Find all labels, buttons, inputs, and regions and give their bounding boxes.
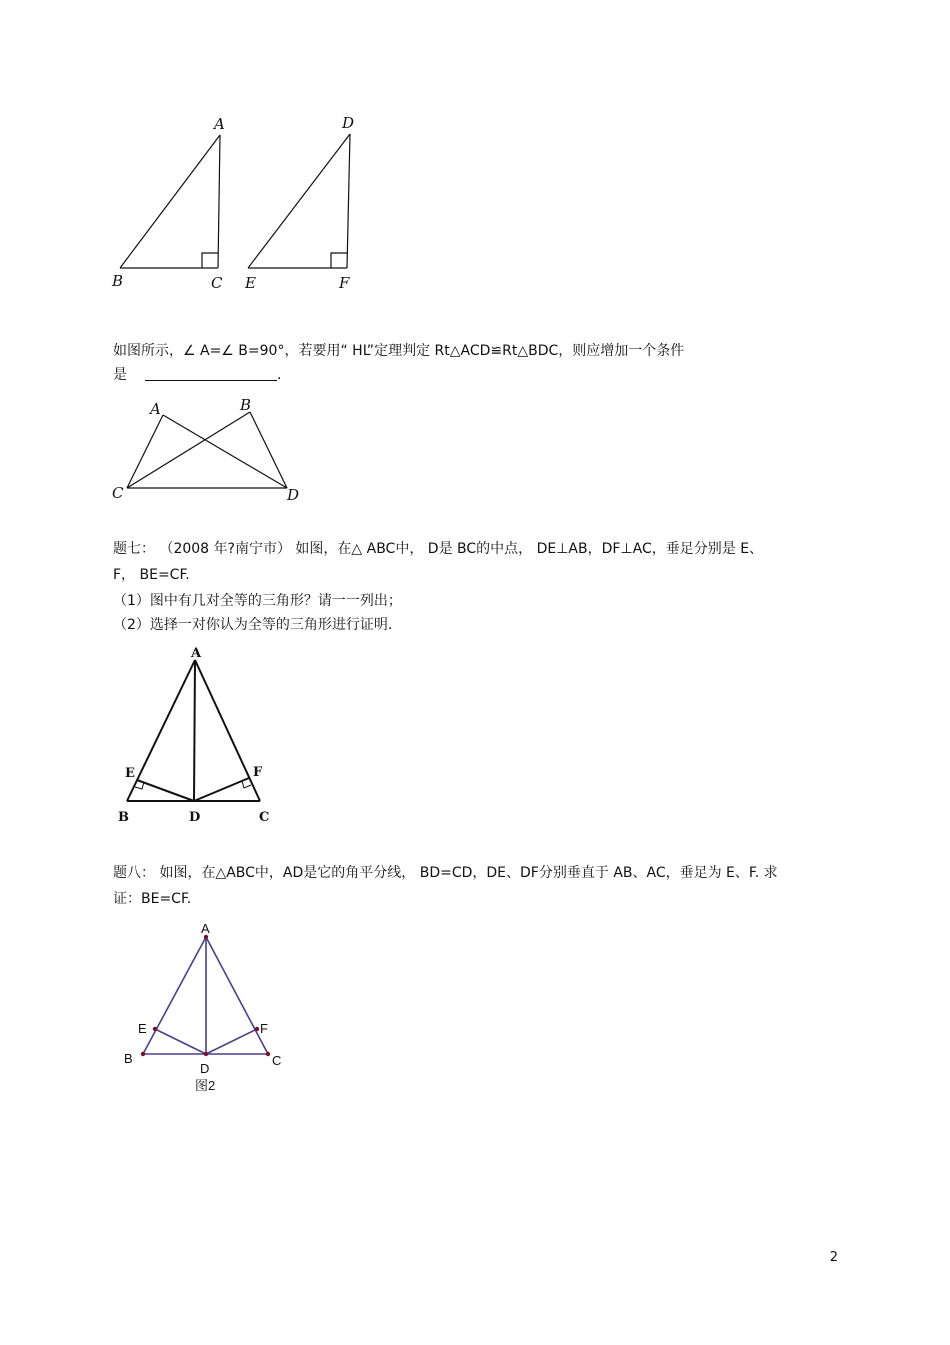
label-a: A xyxy=(214,115,225,133)
label-a: A xyxy=(191,646,202,661)
label-d: D xyxy=(342,114,355,132)
page-number: 2 xyxy=(829,1250,838,1265)
problem7-line1: 题七： （2008 年?南宁市） 如图，在△ ABC中， D是 BC的中点， DE⊥AB，DF⊥AC，垂足分别是 E、 xyxy=(113,541,764,557)
label-b: B xyxy=(118,810,129,825)
problem7-question2: （2）选择一对你认为全等的三角形进行证明. xyxy=(113,617,393,633)
problem6-line2 xyxy=(113,362,281,388)
problem7-line2: F， BE=CF. xyxy=(113,567,190,583)
segment-df xyxy=(206,1029,257,1054)
label-f: F xyxy=(253,765,263,780)
figure-triangle-abc-problem8 xyxy=(115,918,295,1098)
label-c: C xyxy=(259,810,270,825)
point-c xyxy=(266,1052,270,1056)
answer-blank xyxy=(145,366,277,381)
label-b: B xyxy=(240,396,252,414)
problem8-line1: 题八： 如图，在△ABC中，AD是它的角平分线， BD=CD，DE、DF分别垂直于 AB、AC，垂足为 E、F. 求 xyxy=(113,865,778,881)
segment-ac xyxy=(195,660,260,801)
right-angle-mark-f xyxy=(331,253,347,268)
label-b: B xyxy=(112,272,124,290)
label-a: A xyxy=(201,921,210,936)
point-e xyxy=(153,1027,157,1031)
point-f xyxy=(255,1027,259,1031)
segment-de xyxy=(137,780,194,801)
label-d: D xyxy=(189,810,201,825)
label-b: B xyxy=(124,1051,133,1066)
segment-ab xyxy=(120,135,220,268)
problem7-question1: （1）图中有几对全等的三角形？请一一列出； xyxy=(113,593,402,609)
figure-caption: 图2 xyxy=(195,1078,216,1093)
label-f: F xyxy=(260,1021,268,1036)
right-angle-mark-c xyxy=(202,253,218,268)
segment-ac xyxy=(218,135,220,268)
label-e: E xyxy=(245,274,256,292)
right-angle-mark-f xyxy=(242,781,251,788)
label-e: E xyxy=(125,766,135,781)
label-e: E xyxy=(138,1021,147,1036)
segment-ad xyxy=(194,660,195,801)
label-c: C xyxy=(272,1053,282,1068)
segment-ad xyxy=(163,415,287,488)
label-d: D xyxy=(200,1061,210,1076)
segment-ac xyxy=(206,937,268,1054)
label-f: F xyxy=(339,274,350,292)
segment-de xyxy=(248,134,350,268)
label-c: C xyxy=(211,274,223,292)
problem6-line2-suffix: . xyxy=(277,367,282,383)
label-a: A xyxy=(150,400,161,418)
segment-df xyxy=(194,778,249,801)
label-d: D xyxy=(287,486,300,504)
problem6-line2-prefix: 是 xyxy=(113,367,127,383)
figure-triangle-abc-problem7 xyxy=(110,640,285,830)
label-c: C xyxy=(112,484,124,502)
segment-ab xyxy=(143,937,206,1054)
point-b xyxy=(141,1052,145,1056)
problem8-line2: 证：BE=CF. xyxy=(113,891,192,907)
point-d xyxy=(204,1052,208,1056)
figure-trapezoid xyxy=(105,395,315,510)
segment-df xyxy=(347,134,350,268)
segment-de xyxy=(155,1029,206,1054)
problem6-line1: 如图所示，∠ A=∠ B=90°，若要用“ HL”定理判定 Rt△ACD≌Rt△BDC，则应增加一个条件 xyxy=(113,343,685,359)
figure-right-triangles xyxy=(105,110,375,300)
